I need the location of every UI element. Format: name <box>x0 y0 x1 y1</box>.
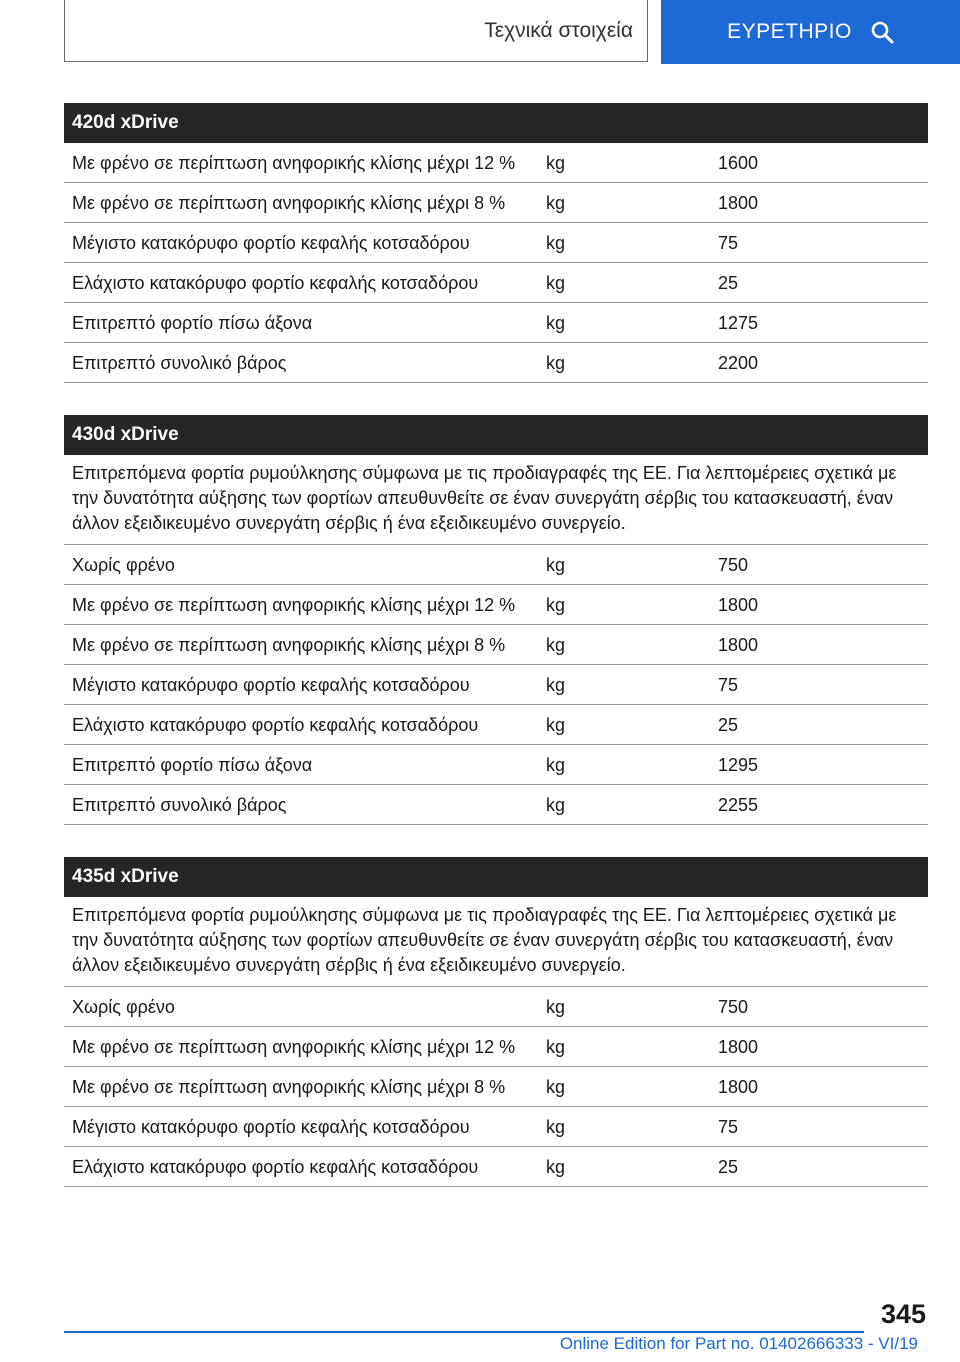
row-label: Επιτρεπτό φορτίο πίσω άξονα <box>72 313 313 333</box>
table-row <box>64 1107 928 1147</box>
row-unit: kg <box>546 273 566 293</box>
row-unit: kg <box>546 675 566 695</box>
row-value: 75 <box>718 675 739 695</box>
row-label: Επιτρεπτό συνολικό βάρος <box>72 795 287 815</box>
edition-text: Online Edition for Part no. 01402666333 - VI/19 <box>559 1334 918 1353</box>
row-value: 25 <box>718 273 739 293</box>
table-row <box>64 545 928 585</box>
spec-section <box>64 415 928 825</box>
row-label: Επιτρεπτό συνολικό βάρος <box>72 353 287 373</box>
row-unit: kg <box>546 153 566 173</box>
table-row <box>64 143 928 183</box>
row-unit: kg <box>546 595 566 615</box>
table-row <box>64 625 928 665</box>
row-value: 750 <box>718 555 749 575</box>
row-unit: kg <box>546 755 566 775</box>
table-row <box>64 665 928 705</box>
spec-section <box>64 103 928 383</box>
search-icon <box>870 20 894 44</box>
row-label: Με φρένο σε περίπτωση ανηφορικής κλίσης μέχρι 12 % <box>72 153 516 173</box>
row-unit: kg <box>546 353 566 373</box>
row-unit: kg <box>546 1157 566 1177</box>
row-value: 1800 <box>718 193 759 213</box>
row-label: Με φρένο σε περίπτωση ανηφορικής κλίσης μέχρι 8 % <box>72 635 506 655</box>
row-value: 750 <box>718 997 749 1017</box>
row-label: Μέγιστο κατακόρυφο φορτίο κεφαλής κοτσαδόρου <box>72 675 470 695</box>
row-unit: kg <box>546 1117 566 1137</box>
row-label: Ελάχιστο κατακόρυφο φορτίο κεφαλής κοτσαδόρου <box>72 1157 479 1177</box>
table-row <box>64 303 928 343</box>
row-label: Μέγιστο κατακόρυφο φορτίο κεφαλής κοτσαδόρου <box>72 233 470 253</box>
row-value: 1295 <box>718 755 759 775</box>
section-title: Τεχνικά στοιχεία <box>484 18 633 42</box>
table-row <box>64 1027 928 1067</box>
table-row <box>64 987 928 1027</box>
row-label: Επιτρεπτό φορτίο πίσω άξονα <box>72 755 313 775</box>
row-label: Με φρένο σε περίπτωση ανηφορικής κλίσης μέχρι 12 % <box>72 595 516 615</box>
table-row <box>64 263 928 303</box>
footer-divider <box>64 1331 864 1333</box>
row-label: Ελάχιστο κατακόρυφο φορτίο κεφαλής κοτσαδόρου <box>72 715 479 735</box>
row-value: 75 <box>718 1117 739 1137</box>
table-row <box>64 1067 928 1107</box>
row-unit: kg <box>546 233 566 253</box>
row-unit: kg <box>546 555 566 575</box>
row-value: 1275 <box>718 313 759 333</box>
row-unit: kg <box>546 635 566 655</box>
row-unit: kg <box>546 1037 566 1057</box>
row-label: Χωρίς φρένο <box>72 555 175 575</box>
page-number: 345 <box>880 1299 926 1329</box>
table-row <box>64 1147 928 1187</box>
spec-tables <box>64 103 928 1219</box>
row-value: 2200 <box>718 353 759 373</box>
table-row <box>64 745 928 785</box>
row-value: 1800 <box>718 635 759 655</box>
index-button[interactable] <box>661 0 960 64</box>
row-value: 2255 <box>718 795 759 815</box>
row-label: Μέγιστο κατακόρυφο φορτίο κεφαλής κοτσαδόρου <box>72 1117 470 1137</box>
row-value: 1800 <box>718 1037 759 1057</box>
row-unit: kg <box>546 715 566 735</box>
row-value: 1800 <box>718 595 759 615</box>
section-heading: 435d xDrive <box>64 857 928 897</box>
row-unit: kg <box>546 997 566 1017</box>
section-tab[interactable] <box>64 0 648 62</box>
row-unit: kg <box>546 1077 566 1097</box>
row-unit: kg <box>546 193 566 213</box>
spec-section <box>64 857 928 1187</box>
section-heading: 430d xDrive <box>64 415 928 455</box>
page-header <box>0 0 960 66</box>
row-value: 25 <box>718 715 739 735</box>
row-value: 1800 <box>718 1077 759 1097</box>
section-note: Επιτρεπόμενα φορτία ρυμούλκησης σύμφωνα με τις προδιαγραφές της ΕΕ. Για λεπτομέρειες σχετικά με την δυνατότητα αύξησης των φορτίων απευθυνθείτε σε έναν συνεργάτη σέρβις του κατασκευαστή, έναν άλλον εξειδικευμένο συνεργάτη σέρβις ή ένα εξειδικευμένο συνεργείο. <box>64 455 928 545</box>
row-value: 75 <box>718 233 739 253</box>
table-row <box>64 705 928 745</box>
section-note: Επιτρεπόμενα φορτία ρυμούλκησης σύμφωνα με τις προδιαγραφές της ΕΕ. Για λεπτομέρειες σχετικά με την δυνατότητα αύξησης των φορτίων απευθυνθείτε σε έναν συνεργάτη σέρβις του κατασκευαστή, έναν άλλον εξειδικευμένο συνεργάτη σέρβις ή ένα εξειδικευμένο συνεργείο. <box>64 897 928 987</box>
row-label: Με φρένο σε περίπτωση ανηφορικής κλίσης μέχρι 12 % <box>72 1037 516 1057</box>
table-row <box>64 183 928 223</box>
row-label: Με φρένο σε περίπτωση ανηφορικής κλίσης μέχρι 8 % <box>72 193 506 213</box>
row-label: Ελάχιστο κατακόρυφο φορτίο κεφαλής κοτσαδόρου <box>72 273 479 293</box>
row-unit: kg <box>546 795 566 815</box>
index-label: ΕΥΡΕΤΗΡΙΟ <box>727 20 852 43</box>
table-row <box>64 223 928 263</box>
row-label: Με φρένο σε περίπτωση ανηφορικής κλίσης μέχρι 8 % <box>72 1077 506 1097</box>
section-heading: 420d xDrive <box>64 103 928 143</box>
row-label: Χωρίς φρένο <box>72 997 175 1017</box>
row-unit: kg <box>546 313 566 333</box>
row-value: 25 <box>718 1157 739 1177</box>
table-row <box>64 785 928 825</box>
table-row <box>64 343 928 383</box>
table-row <box>64 585 928 625</box>
row-value: 1600 <box>718 153 759 173</box>
